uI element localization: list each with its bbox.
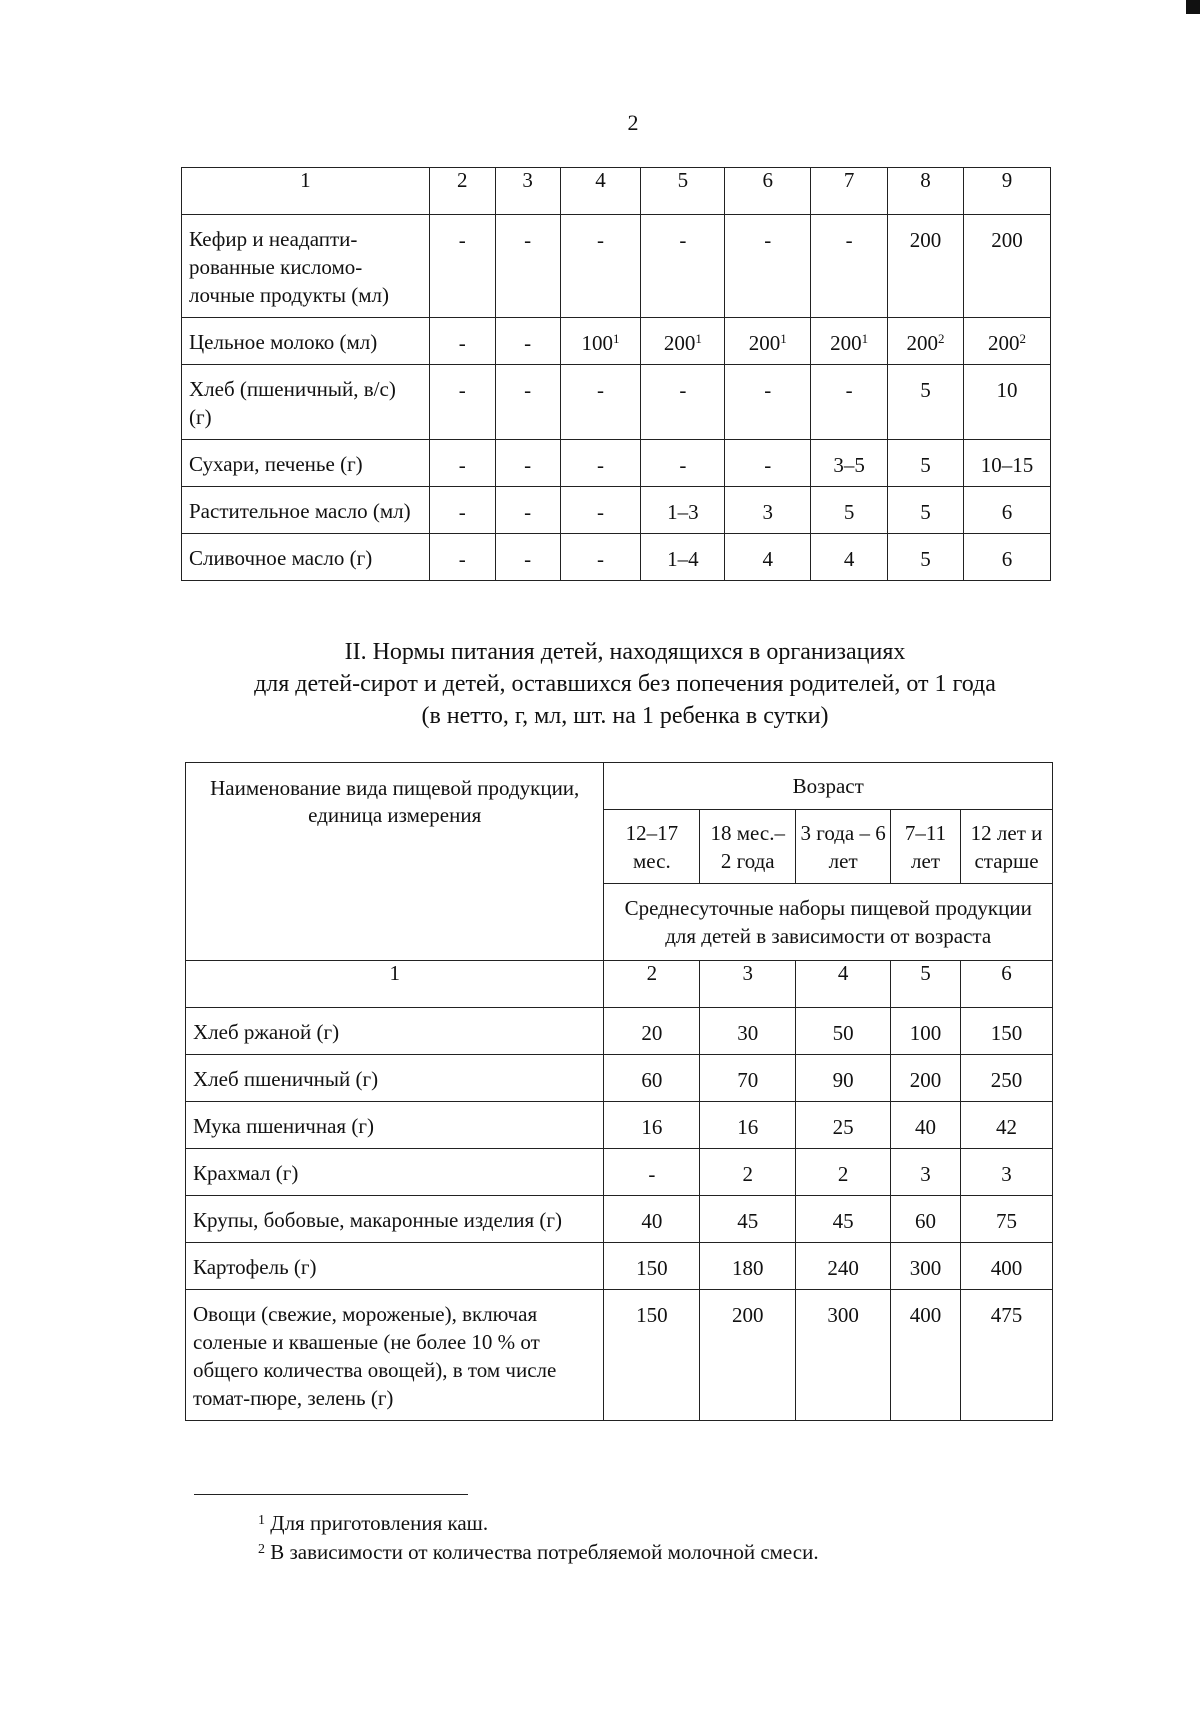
table-row [186,1008,1053,1055]
column-number: 3 [495,168,560,215]
value-cell: 5 [888,365,964,440]
value-cell: 400 [961,1243,1053,1290]
age-group: 12 лет и старше [961,810,1053,884]
value-cell: 5 [888,440,964,487]
value-cell: 200 [700,1290,796,1421]
value-cell: 25 [796,1102,891,1149]
table-row [182,440,1051,487]
table-row [182,365,1051,440]
table-row [186,1196,1053,1243]
value-cell: 1–4 [641,534,725,581]
product-name: Цельное молоко (мл) [182,318,430,365]
value-cell: 400 [891,1290,961,1421]
product-name: Крахмал (г) [186,1149,604,1196]
value-cell: 250 [961,1055,1053,1102]
value-cell: - [495,365,560,440]
table-row [186,1290,1053,1421]
column-number: 1 [182,168,430,215]
value-cell: 100 [891,1008,961,1055]
value-cell: - [495,318,560,365]
footnote-ref: 2 [938,331,945,346]
value-cell: 6 [964,534,1051,581]
value-cell: $200^1$ [641,318,725,365]
value-cell: 45 [700,1196,796,1243]
value-cell: 2 [700,1149,796,1196]
section-heading-line: (в нетто, г, мл, шт. на 1 ребенка в сутки) [421,703,829,729]
value-cell: 16 [604,1102,700,1149]
column-number: 9 [964,168,1051,215]
value-cell: - [604,1149,700,1196]
column-number-row [186,961,1053,1008]
age-header: Возраст [604,763,1053,810]
value-cell: 3–5 [811,440,888,487]
value-cell: 42 [961,1102,1053,1149]
value-cell: 6 [964,487,1051,534]
product-name: Хлеб пшеничный (г) [186,1055,604,1102]
value-cell: 3 [725,487,811,534]
section-heading [180,636,1070,732]
value-cell: 5 [888,534,964,581]
footnote [258,1511,488,1536]
value-cell: 150 [604,1243,700,1290]
table-row [186,1243,1053,1290]
value-cell: - [641,365,725,440]
value-cell: 40 [891,1102,961,1149]
value-cell: 70 [700,1055,796,1102]
column-number: 4 [796,961,891,1008]
value-cell: - [811,215,888,318]
table-row [182,534,1051,581]
value-cell: 60 [604,1055,700,1102]
value-cell: $200^1$ [725,318,811,365]
product-name: Овощи (свежие, мороженые), включая соленые и квашеные (не более 10 % от общего количества овощей), в том числе томат-пюре, зелень (г) [186,1290,604,1421]
footnote-text: В зависимости от количества потребляемой молочной смеси. [270,1540,819,1564]
value-cell: $200^1$ [811,318,888,365]
column-number: 3 [700,961,796,1008]
product-name: Хлеб ржаной (г) [186,1008,604,1055]
column-number: 2 [604,961,700,1008]
value-cell: - [429,365,495,440]
footnote-ref: 1 [695,331,702,346]
value-cell: $200^2$ [888,318,964,365]
value-cell: - [725,440,811,487]
product-name: Хлеб (пшеничный, в/с) (г) [182,365,430,440]
value-cell: 10–15 [964,440,1051,487]
value-cell: - [725,365,811,440]
value-cell: 5 [811,487,888,534]
table-row [186,1055,1053,1102]
value-cell: 150 [604,1290,700,1421]
value-cell: - [495,440,560,487]
age-group: 3 года – 6 лет [796,810,891,884]
section-heading-line: для детей-сирот и детей, оставшихся без попечения родителей, от 1 года [254,671,996,697]
footnote-mark: 1 [258,1513,265,1528]
section-heading-line: II. Нормы питания детей, находящихся в организациях [344,639,906,665]
footnote [258,1540,819,1565]
column-number: 8 [888,168,964,215]
product-name: Картофель (г) [186,1243,604,1290]
value-cell: 475 [961,1290,1053,1421]
value-cell: - [560,440,641,487]
table-row [182,318,1051,365]
product-name: Крупы, бобовые, макаронные изделия (г) [186,1196,604,1243]
value-cell: 180 [700,1243,796,1290]
value-cell: 30 [700,1008,796,1055]
column-number: 6 [725,168,811,215]
column-number: 5 [891,961,961,1008]
value-cell: 5 [888,487,964,534]
value-cell: 75 [961,1196,1053,1243]
value-cell: 90 [796,1055,891,1102]
value-cell: 300 [796,1290,891,1421]
value-cell: 4 [725,534,811,581]
value-cell: - [560,534,641,581]
value-cell: - [429,534,495,581]
value-cell: - [429,215,495,318]
value-cell: 4 [811,534,888,581]
value-cell: 200 [891,1055,961,1102]
value-cell: 60 [891,1196,961,1243]
footnote-ref: 1 [861,331,869,346]
value-cell: 150 [961,1008,1053,1055]
footnote-ref: 1 [612,331,620,346]
value-cell: - [429,440,495,487]
value-cell: - [641,215,725,318]
table-row [182,487,1051,534]
name-column-header: Наименование вида пищевой продукции, единица измерения [186,763,604,961]
value-cell: 2 [796,1149,891,1196]
value-cell: - [560,215,641,318]
table-row [186,1102,1053,1149]
page-corner-mark [1186,0,1200,14]
footnote-ref: 1 [780,331,787,346]
value-cell: - [429,487,495,534]
column-number-row [182,168,1051,215]
value-cell: 45 [796,1196,891,1243]
value-cell: - [641,440,725,487]
daily-sets-subheader: Среднесуточные наборы пищевой продукции для детей в зависимости от возраста [604,884,1053,961]
nutrition-table-continued [181,167,1051,581]
value-cell: - [429,318,495,365]
column-number: 1 [186,961,604,1008]
column-number: 7 [811,168,888,215]
column-number: 4 [560,168,641,215]
value-cell: 40 [604,1196,700,1243]
product-name: Мука пшеничная (г) [186,1102,604,1149]
value-cell: 300 [891,1243,961,1290]
product-name: Сливочное масло (г) [182,534,430,581]
value-cell: $200^2$ [964,318,1051,365]
footnote-mark: 2 [258,1542,265,1557]
value-cell: - [811,365,888,440]
column-number: 6 [961,961,1053,1008]
value-cell: - [560,487,641,534]
nutrition-norms-table [185,762,1053,1421]
value-cell: 20 [604,1008,700,1055]
value-cell: 1–3 [641,487,725,534]
value-cell: 200 [888,215,964,318]
age-group: 18 мес.– 2 года [700,810,796,884]
value-cell: 3 [891,1149,961,1196]
column-number: 2 [429,168,495,215]
age-group: 7–11 лет [891,810,961,884]
product-name: Сухари, печенье (г) [182,440,430,487]
page-number: 2 [627,110,639,135]
footnote-text: Для приготовления каш. [270,1511,489,1535]
table-row [182,215,1051,318]
footnote-divider [194,1494,468,1495]
value-cell: - [495,487,560,534]
product-name: Растительное масло (мл) [182,487,430,534]
value-cell: - [725,215,811,318]
table-row [186,1149,1053,1196]
value-cell: 240 [796,1243,891,1290]
product-name: Кефир и неадапти-рованные кисломо-лочные продукты (мл) [182,215,430,318]
footnote-ref: 2 [1019,331,1026,346]
value-cell: 50 [796,1008,891,1055]
age-group: 12–17 мес. [604,810,700,884]
value-cell: 10 [964,365,1051,440]
value-cell: - [560,365,641,440]
value-cell: 200 [964,215,1051,318]
value-cell: - [495,215,560,318]
value-cell: 16 [700,1102,796,1149]
value-cell: 3 [961,1149,1053,1196]
column-number: 5 [641,168,725,215]
value-cell: - [495,534,560,581]
value-cell: $100^1$ [560,318,641,365]
